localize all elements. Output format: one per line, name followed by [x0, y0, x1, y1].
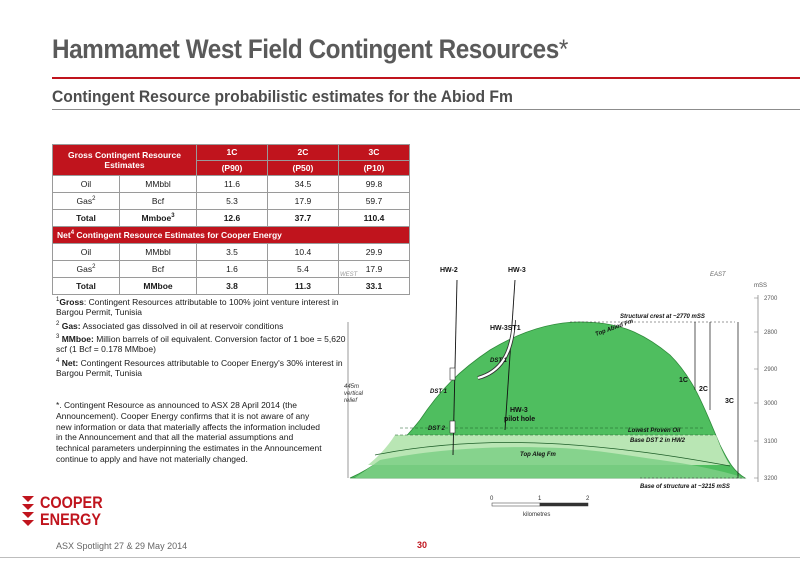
hw3-label: HW-3: [508, 267, 526, 274]
footnote: $^2$ Gas: Associated gas dissolved in oil at reservoir conditions: [56, 320, 284, 331]
title-rule: [52, 77, 800, 79]
dst1-label: DST 1: [490, 358, 508, 364]
footnote: $^3$ MMboe: Million barrels of oil equivalent. Conversion factor of 1 boe = 5,620 scf (1 Bcf = 0.178 MMboe): [56, 333, 346, 355]
label-2c: 2C: [699, 386, 708, 393]
depth-tick: 3100: [764, 439, 778, 445]
net-heading-row: Net$^4$ Contingent Resource Estimates for Cooper Energy: [53, 227, 410, 244]
label-1c: 1C: [679, 377, 688, 384]
footnotes: [56, 295, 356, 380]
gross-heading: Gross Contingent Resource Estimates: [53, 145, 197, 176]
dst1-marker: [450, 368, 455, 380]
base-structure-label: Base of structure at ~3215 mSS: [640, 484, 730, 490]
depth-tick: 3200: [764, 476, 778, 482]
col-3c: 3C: [338, 145, 409, 161]
dst1-label: DST 1: [430, 389, 448, 395]
relief-label: relief: [344, 398, 358, 404]
base-dst2-label: Base DST 2 in HW2: [630, 438, 686, 444]
cross-section-diagram: [340, 260, 780, 525]
table-row-total: Total MMboe 3.8 11.3 33.1: [53, 278, 410, 295]
top-aleg-label: Top Aleg Fm: [520, 452, 556, 458]
page-number: 30: [417, 540, 428, 550]
relief-label: 445m: [344, 384, 360, 390]
footer-text: ASX Spotlight 27 & 29 May 2014: [56, 541, 188, 551]
svg-text:2: 2: [586, 496, 590, 502]
col-3c-sub: (P10): [338, 160, 409, 176]
cooper-energy-logo-icon: [18, 492, 38, 532]
dst2-marker: [450, 421, 455, 433]
hw2-label: HW-2: [440, 267, 458, 274]
relief-label: vertical: [344, 391, 364, 397]
table-row: Gas$^2$ Bcf 1.6 5.4 17.9: [53, 261, 410, 278]
table-row-total: Total Mmboe$^3$ 12.6 37.7 110.4: [53, 210, 410, 227]
east-label: EAST: [710, 272, 726, 278]
page-subtitle: Contingent Resource probabilistic estimates for the Abiod Fm: [52, 87, 513, 106]
col-1c: 1C: [197, 145, 268, 161]
crest-label: Structural crest at ~2770 mSS: [620, 314, 705, 320]
svg-text:kilometres: kilometres: [523, 512, 551, 518]
pilot-label: HW-3: [510, 407, 528, 414]
col-2c: 2C: [267, 145, 338, 161]
footer-rule: [0, 557, 800, 558]
label-3c: 3C: [725, 398, 734, 405]
depth-tick: 2900: [764, 367, 778, 373]
svg-text:0: 0: [490, 496, 494, 502]
pilot-label: pilot hole: [504, 416, 536, 423]
subtitle-rule: [52, 109, 800, 110]
table-row: Oil MMbbl 3.5 10.4 29.9: [53, 244, 410, 261]
depth-tick: 3000: [764, 401, 778, 407]
footnote: $^1$Gross: Contingent Resources attributable to 100% joint venture interest in Bargou Permit, Tunisia: [56, 296, 339, 318]
west-label: WEST: [340, 272, 358, 278]
top-abiod-label: Top Abiod Fm: [594, 318, 635, 338]
hw3st1-label: HW-3ST1: [490, 325, 521, 332]
footnote: $^4$ Net: Contingent Resources attributable to Cooper Energy's 30% interest in Bargou Permit, Tunisia: [56, 357, 343, 379]
lpo-label: Lowest Proven Oil: [628, 428, 681, 434]
depth-ticks: [764, 296, 778, 482]
table-header-row: [53, 145, 410, 161]
disclaimer: *. Contingent Resource as announced to ASX 28 April 2014 (the Announcement). Cooper Energy confirms that it is not aware of any new information or data that materially affects the information included in the Announcement and that all the material assumptions and technical parameters underpinning the estimates in the Announcement continue to apply and have not materially changed.: [56, 400, 322, 464]
scale-bar: [490, 496, 590, 518]
logo-wordmark: COOPER ENERGY: [40, 493, 103, 529]
table-row: Gas$^2$ Bcf 5.3 17.9 59.7: [53, 193, 410, 210]
depth-tick: 2700: [764, 296, 778, 302]
depth-tick: 2800: [764, 330, 778, 336]
depth-unit-label: mSS: [754, 283, 768, 289]
table-row: Oil MMbbl 11.6 34.5 99.8: [53, 176, 410, 193]
page-title: Hammamet West Field Contingent Resources*: [52, 34, 568, 64]
col-2c-sub: (P50): [267, 160, 338, 176]
dst2-label: DST 2: [428, 426, 446, 432]
svg-text:1: 1: [538, 496, 542, 502]
col-1c-sub: (P90): [197, 160, 268, 176]
